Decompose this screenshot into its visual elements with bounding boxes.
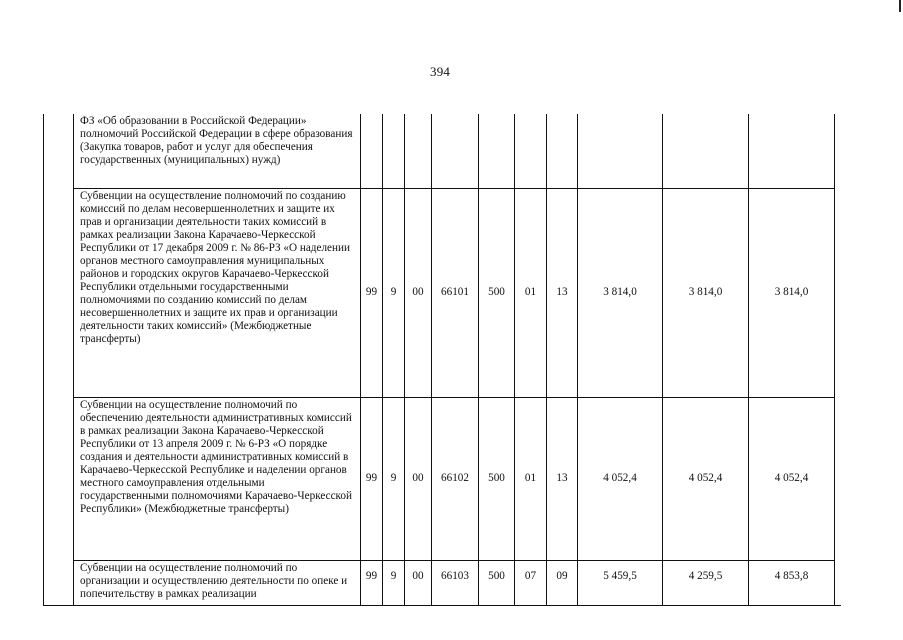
amount-cell: 4 052,4: [663, 397, 749, 560]
amount-cell: [578, 114, 663, 188]
amount-cell: 4 259,5: [663, 560, 749, 605]
table-left-border: [43, 114, 44, 606]
row-description: ФЗ «Об образовании в Российской Федерации» полномочий Российской Федерации в сфере образования (Закупка товаров, работ и услуг для обеспечения государственных (муниципальных) нужд): [74, 114, 361, 188]
code-cell: 99: [361, 188, 383, 397]
code-cell: [361, 114, 383, 188]
code-cell: [515, 114, 547, 188]
code-cell: 500: [479, 397, 515, 560]
code-cell: 00: [405, 560, 432, 605]
code-cell: 01: [515, 188, 547, 397]
page-number: 394: [430, 64, 451, 79]
code-cell: 00: [405, 397, 432, 560]
code-cell: 09: [547, 560, 578, 605]
code-cell: 66101: [432, 188, 479, 397]
amount-cell: [749, 114, 835, 188]
code-cell: 66102: [432, 397, 479, 560]
table-row: [74, 188, 835, 397]
row-description: Субвенции на осуществление полномочий по организации и осуществлению деятельности по опеке и попечительству в рамках реализации: [74, 560, 361, 605]
code-cell: 9: [383, 560, 405, 605]
amount-cell: 3 814,0: [663, 188, 749, 397]
code-cell: 9: [383, 397, 405, 560]
code-cell: [432, 114, 479, 188]
budget-table: [73, 114, 835, 605]
code-cell: 500: [479, 560, 515, 605]
amount-cell: 5 459,5: [578, 560, 663, 605]
amount-cell: [663, 114, 749, 188]
amount-cell: 4 853,8: [749, 560, 835, 605]
amount-cell: 3 814,0: [749, 188, 835, 397]
code-cell: 07: [515, 560, 547, 605]
code-cell: 00: [405, 188, 432, 397]
amount-cell: 4 052,4: [578, 397, 663, 560]
code-cell: 01: [515, 397, 547, 560]
table-row: [74, 114, 835, 188]
code-cell: [547, 114, 578, 188]
code-cell: 500: [479, 188, 515, 397]
table-row: [74, 397, 835, 560]
row-description: Субвенции на осуществление полномочий по обеспечению деятельности административных комиссий в рамках реализации Закона Карачаево-Черкесской Республики от 13 апреля 2009 г. № 6-РЗ «О порядке создания и деятельности административных комиссий в Карачаево-Черкесской Республике и наделении органов местного самоуправления отдельными государственными полномочиями Карачаево-Черкесской Республики» (Межбюджетные трансферты): [74, 397, 361, 560]
amount-cell: 4 052,4: [749, 397, 835, 560]
code-cell: 66103: [432, 560, 479, 605]
code-cell: 13: [547, 397, 578, 560]
page-bottom-rule: [43, 605, 841, 606]
code-cell: 9: [383, 188, 405, 397]
table-row: [74, 560, 835, 605]
code-cell: 99: [361, 560, 383, 605]
code-cell: [479, 114, 515, 188]
code-cell: [383, 114, 405, 188]
code-cell: [405, 114, 432, 188]
row-description: Субвенции на осуществление полномочий по созданию комиссий по делам несовершеннолетних и защите их прав и организации деятельности таких комиссий в рамках реализации Закона Карачаево-Черкесской Республики от 17 декабря 2009 г. № 86-РЗ «О наделении органов местного самоуправления муниципальных районов и городских округов Карачаево-Черкесской Республики отдельными государственными полномочиями по созданию комиссий по делам несовершеннолетних и защите их прав и организации деятельности таких комиссий» (Межбюджетные трансферты): [74, 188, 361, 397]
amount-cell: 3 814,0: [578, 188, 663, 397]
scan-edge-mark: [899, 0, 901, 12]
code-cell: 13: [547, 188, 578, 397]
code-cell: 99: [361, 397, 383, 560]
